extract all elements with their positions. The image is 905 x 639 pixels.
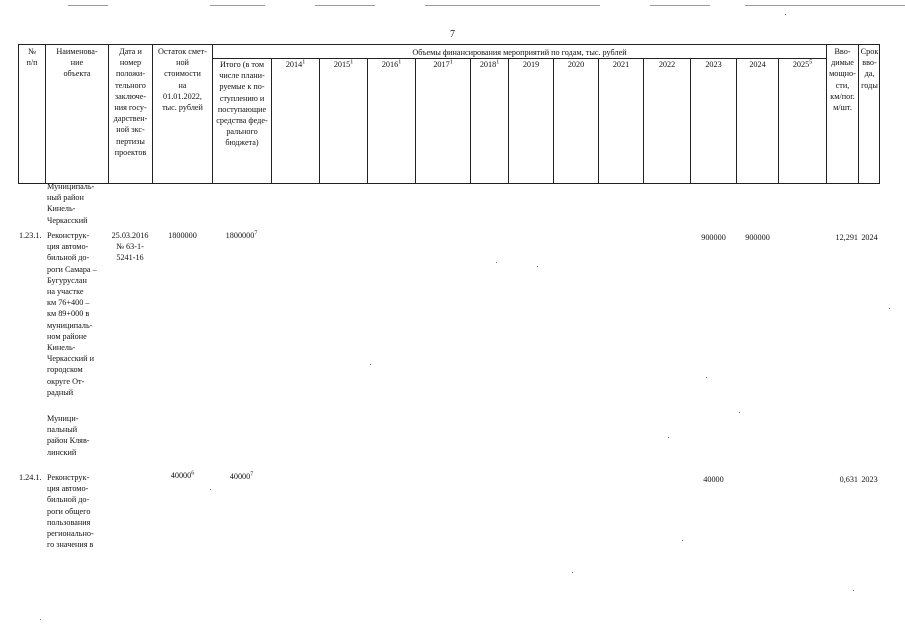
capacity-value: 12,291 xyxy=(835,233,858,242)
header-col-total: Итого (в том числе плани- руемые к по- ступлению и поступающие средства феде- рального бюджета) xyxy=(216,60,268,148)
header-year-2019: 2019 xyxy=(522,60,540,69)
header-funding-group: Объемы финансирования мероприятий по годам, тыс. рублей xyxy=(412,48,627,57)
header-col-object-name: Наименова- ние объекта xyxy=(56,47,98,79)
scan-speck xyxy=(537,266,538,267)
header-year-2017: 2017$^1$ xyxy=(433,59,453,69)
scan-speck xyxy=(668,437,669,438)
district-label: Муниципаль- ный район Кинель- Черкасский xyxy=(47,182,95,225)
scan-artifact xyxy=(745,5,905,6)
scan-speck xyxy=(785,14,786,15)
header-col-capacity: Вво- димые мощно- сти, км/пог. м/шт. xyxy=(829,47,856,113)
header-year-2015: 2015$^1$ xyxy=(333,59,354,69)
row-number: 1.23.1. xyxy=(19,231,42,240)
scan-speck xyxy=(210,489,211,490)
header-year-2021: 2021 xyxy=(612,60,630,69)
header-year-2016: 2016$^1$ xyxy=(381,59,402,69)
header-year-2022: 2022 xyxy=(658,60,676,69)
term-value: 2024 xyxy=(861,233,878,242)
header-year-2014: 2014$^1$ xyxy=(285,59,306,69)
remaining-cost: 40000$^6$ xyxy=(170,470,195,480)
remaining-cost: 1800000 xyxy=(168,231,197,240)
object-name: Реконструк- ция автомо- бильной до- роги общего пользования регионально- го значения в xyxy=(47,473,94,550)
scan-speck xyxy=(706,377,707,378)
scan-artifact xyxy=(68,5,108,6)
expertise-details: 25.03.2016 № 63-1- 5241-16 xyxy=(111,231,149,263)
scan-speck xyxy=(572,572,573,573)
header-col-remaining: Остаток смет- ной стоимости на 01.01.2022, тыс. рублей xyxy=(158,47,207,113)
scan-speck xyxy=(682,540,683,541)
header-year-2024: 2024 xyxy=(749,60,766,69)
scan-artifact xyxy=(650,5,710,6)
scan-speck xyxy=(739,412,740,413)
scan-speck xyxy=(40,619,41,620)
term-value: 2023 xyxy=(861,475,878,484)
page-number: 7 xyxy=(450,29,455,40)
header-col-number: № п/п xyxy=(26,47,38,68)
row-number: 1.24.1. xyxy=(19,473,42,482)
total-amount: 40000$^7$ xyxy=(229,471,254,481)
total-amount: 1800000$^7$ xyxy=(225,230,258,240)
amount-2023: 40000 xyxy=(703,475,724,484)
district-label: Муници- пальный район Кляв- линский xyxy=(47,414,90,457)
header-col-expertise: Дата и номер положи- тельного заключе- ния госу- дарствен- ной экс- пертизы проектов xyxy=(113,47,148,157)
scan-artifact xyxy=(210,5,265,6)
scan-speck xyxy=(496,262,497,263)
scan-speck xyxy=(889,308,890,309)
amount-2024: 900000 xyxy=(745,233,770,242)
header-year-2023: 2023 xyxy=(705,60,722,69)
amount-2023: 900000 xyxy=(701,233,726,242)
header-year-2020: 2020 xyxy=(567,60,585,69)
scan-artifact xyxy=(425,5,600,6)
header-year-2018: 2018$^1$ xyxy=(479,59,500,69)
object-name: Реконструк- ция автомо- бильной до- роги Самара – Бугуруслан на участке км 76+400 – км 89+000 в муниципаль- ном районе Кинель- Черкасский и городском округе От- радный xyxy=(47,231,97,397)
scan-speck xyxy=(370,364,371,365)
header-year-2025: 2025$^5$ xyxy=(792,59,813,69)
capacity-value: 0,631 xyxy=(839,475,858,484)
header-col-term: Срок вво- да, годы xyxy=(860,47,879,90)
scan-speck xyxy=(853,590,854,591)
scan-artifact xyxy=(315,5,375,6)
